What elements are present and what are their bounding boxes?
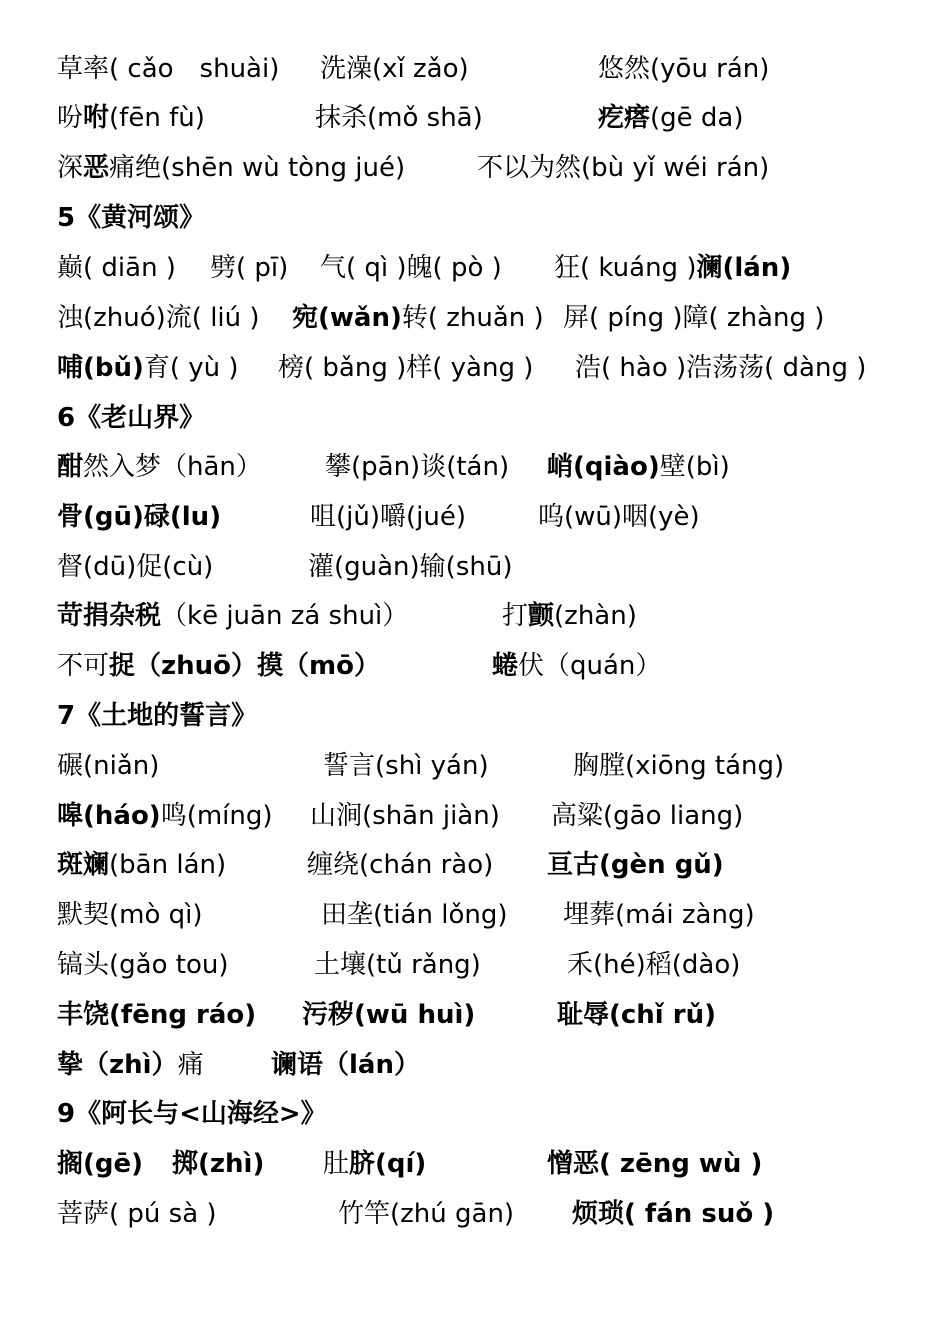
lesson-heading-text: 9《阿长与<山海经>》 xyxy=(57,1099,327,1129)
word-entry xyxy=(57,343,239,393)
word-part: 苛捐杂税 xyxy=(57,601,162,631)
word-part: 吩 xyxy=(57,103,84,133)
word-part: 高粱(gāo liang) xyxy=(551,801,744,831)
word-part: 恶 xyxy=(83,153,110,183)
word-part: （kē juān zá shuì） xyxy=(161,601,409,631)
word-entry xyxy=(315,93,483,143)
word-entry xyxy=(338,1189,514,1239)
word-entry xyxy=(323,741,489,791)
word-entry xyxy=(57,890,203,940)
word-part: 壁(bì) xyxy=(659,452,730,482)
word-part: 狂( kuáng ) xyxy=(554,253,697,283)
word-entry xyxy=(57,1139,143,1189)
word-part: 呜(wū)咽(yè) xyxy=(538,502,700,532)
word-part: 不以为然(bù yǐ wéi rán) xyxy=(477,153,770,183)
word-entry xyxy=(292,293,544,343)
word-part: 宛(wǎn) xyxy=(292,303,402,333)
word-entry xyxy=(557,990,716,1040)
word-entry xyxy=(477,143,769,193)
word-part: 草率( cǎo shuài) xyxy=(57,54,280,84)
word-entry xyxy=(57,741,159,791)
word-part: 颤 xyxy=(528,601,555,631)
word-part: 榜( bǎng )样( yàng ) xyxy=(278,353,534,383)
word-entry xyxy=(302,990,475,1040)
word-entry xyxy=(308,542,512,592)
word-entry xyxy=(57,44,279,94)
word-part: 峭(qiào) xyxy=(547,452,660,482)
word-part: 深 xyxy=(57,153,84,183)
word-part: 然入梦（hān） xyxy=(83,452,262,482)
word-part: 脐(qí) xyxy=(349,1149,427,1179)
word-part: 澜(lán) xyxy=(696,253,792,283)
word-entry xyxy=(172,1139,264,1189)
word-entry xyxy=(492,641,661,691)
word-entry xyxy=(314,940,481,990)
word-entry xyxy=(57,1040,204,1090)
word-entry xyxy=(567,940,740,990)
word-part: 洗澡(xǐ zǎo) xyxy=(320,54,469,84)
word-entry xyxy=(307,840,493,890)
word-part: 酣 xyxy=(57,452,84,482)
word-entry xyxy=(57,591,408,641)
word-part: 镐头(gǎo tou) xyxy=(57,950,229,980)
word-entry xyxy=(57,243,176,293)
word-part: 气( qì )魄( pò ) xyxy=(320,253,502,283)
word-part: 污秽(wū huì) xyxy=(302,1000,476,1030)
word-part: 掷(zhì) xyxy=(172,1149,265,1179)
word-part: 不可 xyxy=(57,651,110,681)
word-entry xyxy=(323,1139,426,1189)
word-entry xyxy=(57,143,405,193)
word-part: 丰饶(fēng ráo) xyxy=(57,1000,257,1030)
word-entry xyxy=(547,1139,762,1189)
word-part: 悠然(yōu rán) xyxy=(598,54,770,84)
word-part: 土壤(tǔ rǎng) xyxy=(314,950,481,980)
word-entry xyxy=(575,343,866,393)
word-part: 督(dū)促(cù) xyxy=(57,552,214,582)
word-part: (zhàn) xyxy=(554,601,637,631)
word-part: 搁(gē) xyxy=(57,1149,144,1179)
word-part: (gē da) xyxy=(650,103,744,133)
word-part: 咐 xyxy=(83,103,110,133)
word-part: 挚（zhì） xyxy=(57,1050,178,1080)
word-part: 憎恶( zēng wù ) xyxy=(547,1149,763,1179)
word-part: 哺(bǔ) xyxy=(57,353,144,383)
word-part: 攀(pān)谈(tán) xyxy=(325,452,510,482)
word-entry xyxy=(57,791,273,841)
word-part: 埋葬(mái zàng) xyxy=(563,900,755,930)
word-part: 伏（quán） xyxy=(518,651,662,681)
word-entry xyxy=(538,492,700,542)
word-entry xyxy=(563,293,824,343)
word-part: 咀(jǔ)嚼(jué) xyxy=(310,502,466,532)
word-entry xyxy=(563,890,755,940)
word-entry xyxy=(320,44,469,94)
word-part: 缠绕(chán rào) xyxy=(307,850,494,880)
word-entry xyxy=(271,1040,420,1090)
word-entry xyxy=(57,293,260,343)
word-entry xyxy=(551,791,743,841)
word-entry xyxy=(310,791,500,841)
word-part: 谰语（lán） xyxy=(271,1050,420,1080)
word-part: 痛 xyxy=(177,1050,204,1080)
word-entry xyxy=(278,343,533,393)
word-part: 巅( diān ) xyxy=(57,253,176,283)
word-part: 打 xyxy=(502,601,529,631)
word-part: 斑斓 xyxy=(57,850,110,880)
word-entry xyxy=(554,243,791,293)
word-part: 浊(zhuó)流( liú ) xyxy=(57,303,260,333)
word-entry xyxy=(598,44,769,94)
lesson-heading-text: 7《土地的誓言》 xyxy=(57,701,258,731)
word-part: 肚 xyxy=(323,1149,350,1179)
word-part: 默契(mò qì) xyxy=(57,900,203,930)
word-part: 耻辱(chǐ rǔ) xyxy=(557,1000,716,1030)
word-entry xyxy=(57,1189,217,1239)
word-entry xyxy=(210,243,288,293)
word-part: 誓言(shì yán) xyxy=(323,751,489,781)
word-part: 捉（zhuō）摸（mō） xyxy=(109,651,380,681)
word-entry xyxy=(502,591,637,641)
word-entry xyxy=(57,492,221,542)
word-part: 嗥(háo) xyxy=(57,801,161,831)
word-entry xyxy=(573,741,784,791)
word-part: 山涧(shān jiàn) xyxy=(310,801,500,831)
word-entry xyxy=(57,940,228,990)
word-part: 育( yù ) xyxy=(143,353,239,383)
word-part: 疙瘩 xyxy=(598,103,651,133)
word-part: 转( zhuǎn ) xyxy=(401,303,544,333)
lesson-heading-text: 6《老山界》 xyxy=(57,403,206,433)
word-part: 痛绝(shēn wù tòng jué) xyxy=(109,153,406,183)
word-part: 菩萨( pú sà ) xyxy=(57,1199,217,1229)
word-part: 蜷 xyxy=(492,651,519,681)
word-part: 碾(niǎn) xyxy=(57,751,160,781)
word-part: 胸膛(xiōng táng) xyxy=(573,751,785,781)
word-part: 劈( pī) xyxy=(210,253,289,283)
word-part: 竹竿(zhú gān) xyxy=(338,1199,515,1229)
word-entry xyxy=(321,890,508,940)
word-entry xyxy=(320,243,502,293)
word-entry xyxy=(325,442,509,492)
word-part: 鸣(míng) xyxy=(160,801,273,831)
word-part: 抹杀(mǒ shā) xyxy=(315,103,483,133)
word-entry xyxy=(57,840,226,890)
lesson-heading-text: 5《黄河颂》 xyxy=(57,203,206,233)
word-entry xyxy=(57,542,213,592)
word-part: 禾(hé)稻(dào) xyxy=(567,950,741,980)
word-entry xyxy=(57,641,380,691)
word-part: (bān lán) xyxy=(109,850,227,880)
word-part: 烦琐( fán suǒ ) xyxy=(572,1199,775,1229)
word-entry xyxy=(598,93,744,143)
word-part: 亘古(gèn gǔ) xyxy=(547,850,724,880)
word-entry xyxy=(547,442,730,492)
word-entry xyxy=(310,492,466,542)
word-entry xyxy=(572,1189,774,1239)
word-part: 灌(guàn)输(shū) xyxy=(308,552,513,582)
word-entry xyxy=(547,840,724,890)
word-entry xyxy=(57,990,256,1040)
word-part: 浩( hào )浩荡荡( dàng ) xyxy=(575,353,867,383)
word-part: (fēn fù) xyxy=(109,103,205,133)
word-part: 骨(gū)碌(lu) xyxy=(57,502,222,532)
word-part: 屏( píng )障( zhàng ) xyxy=(563,303,825,333)
word-entry xyxy=(57,93,205,143)
word-part: 田垄(tián lǒng) xyxy=(321,900,508,930)
word-entry xyxy=(57,442,262,492)
